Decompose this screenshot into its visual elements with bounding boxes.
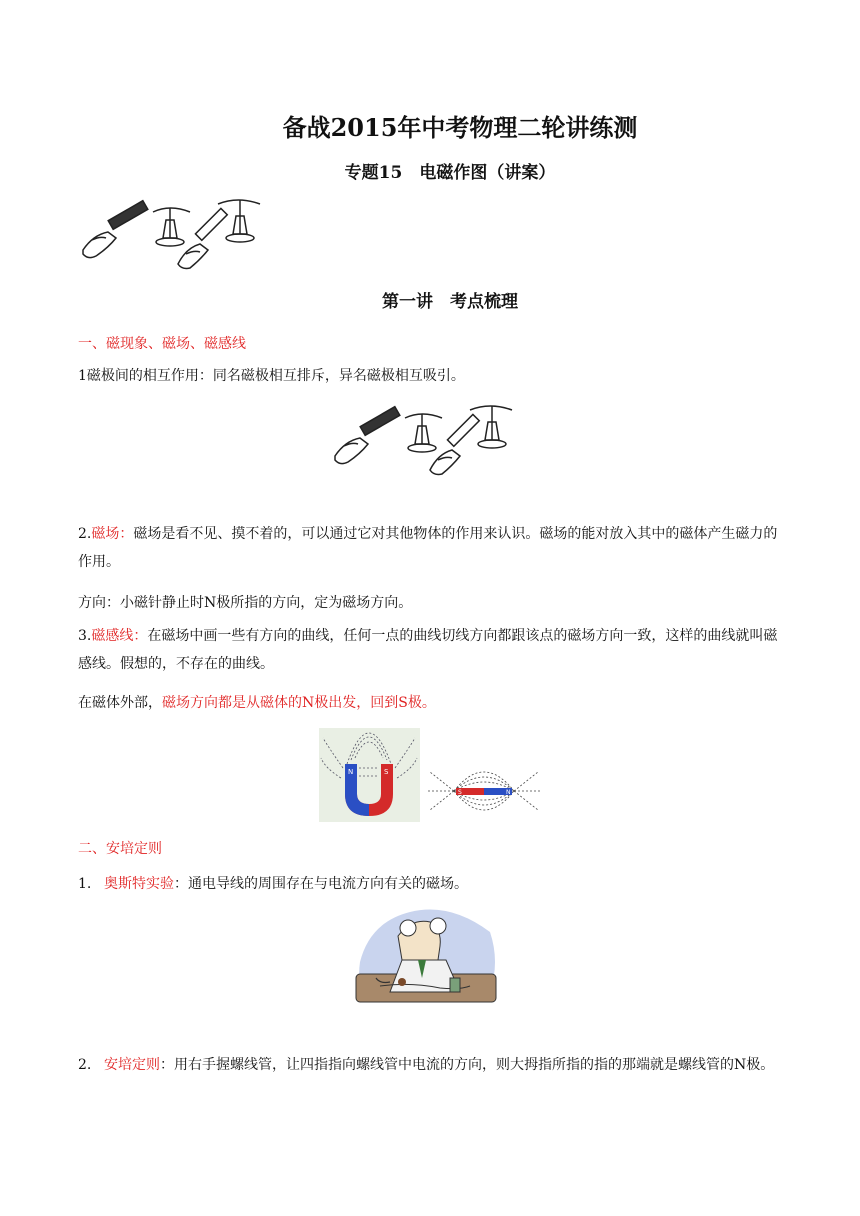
lecture-title: 第一讲 考点梳理 bbox=[382, 292, 518, 312]
paragraph-field-lines bbox=[78, 622, 783, 678]
item-number: 2. bbox=[78, 1057, 92, 1073]
u-magnet-s-label: S bbox=[384, 768, 389, 776]
ampere-rule-description: ：用右手握螺线管，让四指指向螺线管中电流的方向，则大拇指所指的指的那端就是螺线管的N极。 bbox=[160, 1057, 775, 1073]
oersted-description: ：通电导线的周围存在与电流方向有关的磁场。 bbox=[174, 876, 468, 892]
bar-magnet-field-figure bbox=[424, 758, 544, 824]
paragraph-pole-interaction: 1磁极间的相互作用：同名磁极相互排斥，异名磁极相互吸引。 bbox=[78, 368, 465, 384]
document-subtitle: 专题15 电磁作图（讲案） bbox=[344, 163, 556, 183]
paragraph-oersted bbox=[78, 870, 783, 898]
term-oersted-experiment: 奥斯特实验 bbox=[104, 876, 174, 892]
section-heading-magnetism: 一、磁现象、磁场、磁感线 bbox=[78, 336, 246, 352]
term-ampere-rule: 安培定则 bbox=[104, 1057, 160, 1073]
term-field-lines: 磁感线： bbox=[91, 628, 148, 644]
item-number: 3. bbox=[78, 628, 92, 644]
magnet-interaction-illustration bbox=[330, 396, 530, 478]
magnet-interaction-illustration-top bbox=[78, 190, 278, 272]
term-magnetic-field: 磁场： bbox=[91, 526, 134, 542]
outside-direction-rule: 磁场方向都是从磁体的N极出发，回到S极。 bbox=[162, 695, 436, 711]
section-heading-ampere-rule: 二、安培定则 bbox=[78, 841, 162, 857]
field-lines-definition: 在磁场中画一些有方向的曲线，任何一点的曲线切线方向都跟该点的磁场方向一致，这样的曲线就叫磁感线。假想的，不存在的曲线。 bbox=[78, 628, 778, 672]
magnetic-field-definition: 磁场是看不见、摸不着的，可以通过它对其他物体的作用来认识。磁场的能对放入其中的磁体产生磁力的作用。 bbox=[78, 526, 778, 570]
paragraph-outside-magnet bbox=[78, 689, 783, 717]
u-magnet-field-figure bbox=[319, 728, 420, 822]
document-title: 备战2015年中考物理二轮讲练测 bbox=[282, 113, 638, 142]
paragraph-magnetic-field bbox=[78, 520, 783, 576]
paragraph-field-direction: 方向：小磁针静止时N极所指的方向，定为磁场方向。 bbox=[78, 595, 413, 611]
item-number: 2. bbox=[78, 526, 92, 542]
oersted-scientist-illustration bbox=[350, 902, 502, 1010]
u-magnet-n-label: N bbox=[348, 768, 354, 776]
outside-prefix: 在磁体外部， bbox=[78, 695, 162, 711]
paragraph-ampere-rule bbox=[78, 1051, 783, 1079]
bar-magnet-n-label: N bbox=[506, 789, 511, 796]
item-number: 1. bbox=[78, 876, 92, 892]
bar-magnet-s-label: S bbox=[458, 789, 462, 796]
